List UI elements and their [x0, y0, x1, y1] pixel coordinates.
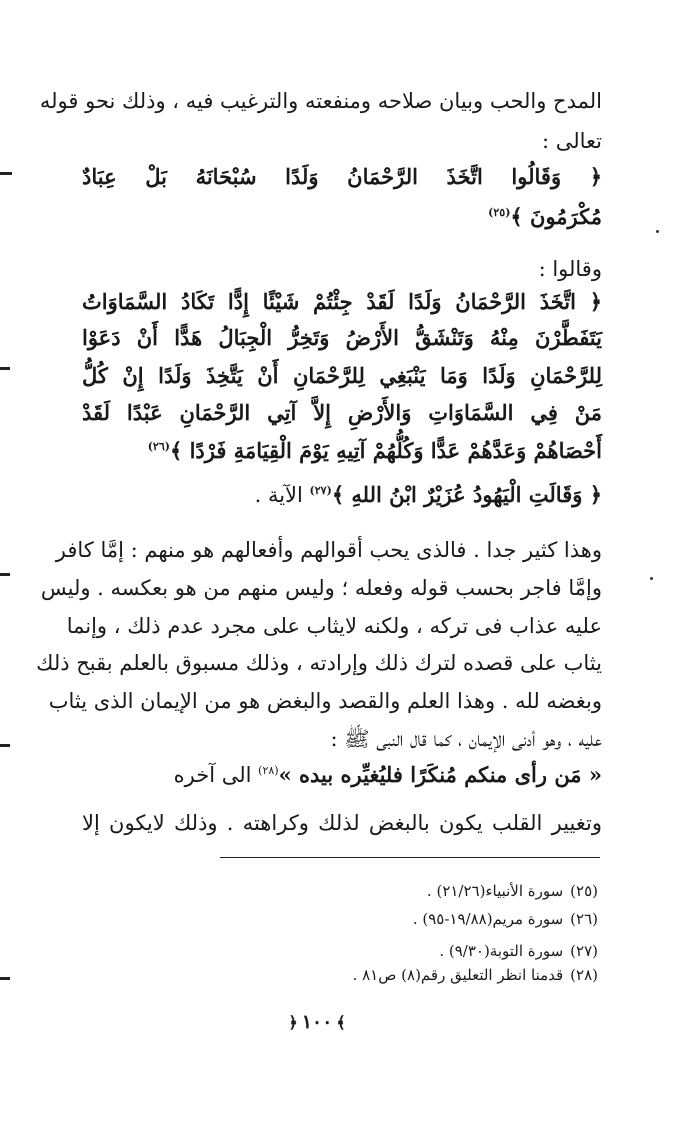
hadith-suffix: الى آخره [173, 763, 259, 787]
footnote-text: قدمنا انظر التعليق رقم(٨) ص٨١ . [352, 966, 564, 984]
footnote-number: (٢٥) [570, 882, 598, 900]
verse-suffix: الآية . [254, 483, 310, 507]
footnote-divider [220, 857, 600, 858]
footnote-number: (٢٨) [570, 966, 598, 984]
body-line-1: المدح والحب وبيان صلاحه ومنفعته والترغيب فيه ، وذلك نحو قوله [39, 89, 602, 113]
footnote-ref-25: (٢٥) [488, 206, 511, 219]
body-line-8: وبغضه لله . وهذا العلم والقصد والبغض هو من الإيمان الذى يثاب [48, 689, 602, 713]
footnote-ref-27: (٢٧) [309, 484, 332, 497]
hadith-text: « مَن رأى منكم مُنكَرًا فليُغيِّره بيده » [278, 762, 602, 787]
margin-mark [0, 172, 12, 175]
margin-mark [0, 573, 10, 576]
verse-text: مُكْرَمُونَ ﴾ [510, 204, 602, 229]
verse-text: أَحْصَاهُمْ وَعَدَّهُمْ عَدًّا وَكُلُّهُمْ آتِيهِ يَوْمَ الْقِيَامَةِ فَرْدًا ﴾ [169, 438, 602, 463]
verse-line-2 [82, 202, 602, 232]
verse-line-8 [82, 480, 602, 510]
footnote-text: سورة الأنبياء(٢١/٢٦) . [426, 882, 564, 900]
body-line-6: عليه عذاب فى تركه ، ولكنه لايثاب على مجرد عدم ذلك ، وإنما [66, 614, 602, 638]
ornament-right-icon: ﴾ [336, 1013, 346, 1032]
margin-dot [650, 577, 653, 580]
footnote-text: سورة مريم(١٩/٨٨-٩٥) . [412, 910, 564, 928]
verse-text: ﴿ وَقَالَتِ الْيَهُودُ عُزَيْرٌ ابْنُ اللهِ ﴾ [331, 482, 602, 507]
page-number-value: ١٠٠ [301, 1011, 333, 1033]
hadith-line [82, 760, 602, 790]
verse-line-3: ﴿ اتَّخَذَ الرَّحْمَانُ وَلَدًا لَقَدْ جِئْتُمْ شَيْئًا إِدًّا تَكَادُ السَّمَاوَاتُ [82, 289, 602, 314]
body-line-2: تعالى : [541, 129, 602, 153]
footnote-27 [118, 940, 598, 962]
footnote-26 [118, 908, 598, 930]
margin-mark [0, 367, 10, 370]
margin-mark [0, 744, 10, 747]
verse-line-6: مَنْ فِي السَّمَاوَاتِ وَالأَرْضِ إِلاَّ آتِي الرَّحْمَانِ عَبْدًا لَقَدْ [82, 400, 602, 425]
body-line-7: يثاب على قصده لترك ذلك وإرادته ، وذلك مسبوق بالعلم بقبح ذلك [36, 651, 602, 675]
footnote-number: (٢٧) [570, 942, 598, 960]
body-line-5: وإمَّا فاجر بحسب قوله وفعله ؛ وليس منهم من هو بعكسه . وليس [40, 576, 602, 600]
body-line-3: وقالوا : [538, 257, 602, 281]
verse-line-4: يَتَفَطَّرْنَ مِنْهُ وَتَنْشَقُّ الأَرْضُ وَتَخِرُّ الْجِبَالُ هَدًّا أَنْ دَعَوْا [82, 325, 602, 350]
footnote-28 [118, 964, 598, 986]
page-number [262, 1010, 372, 1035]
margin-mark [0, 977, 10, 980]
margin-dot [656, 230, 659, 233]
verse-line-7 [82, 436, 602, 466]
footnote-text: سورة التوبة(٩/٣٠) . [439, 942, 564, 960]
body-line-10: وتغيير القلب يكون بالبغض لذلك وكراهته . وذلك لايكون إلا [82, 811, 602, 835]
ornament-left-icon: ﴿ [288, 1013, 298, 1032]
footnote-25 [118, 880, 598, 902]
body-line-9: عليه ، وهو أدنى الإيمان ، كما قال النبى ﷺ : [330, 727, 602, 751]
verse-line-5: لِلرَّحْمَانِ وَلَدًا وَمَا يَنْبَغِي لِلرَّحْمَانِ أَنْ يَتَّخِذَ وَلَدًا إِنْ كُلُّ [82, 363, 602, 388]
footnote-ref-26: (٢٦) [147, 440, 170, 453]
body-line-4: وهذا كثير جدا . فالذى يحب أقوالهم وأفعالهم هو منهم : إمَّا كافر [55, 538, 602, 562]
footnote-number: (٢٦) [570, 910, 598, 928]
footnote-ref-28: (٢٨) [258, 764, 279, 777]
verse-line-1: ﴿ وَقَالُوا اتَّخَذَ الرَّحْمَانُ وَلَدًا سُبْحَانَهُ بَلْ عِبَادٌ [82, 164, 602, 189]
